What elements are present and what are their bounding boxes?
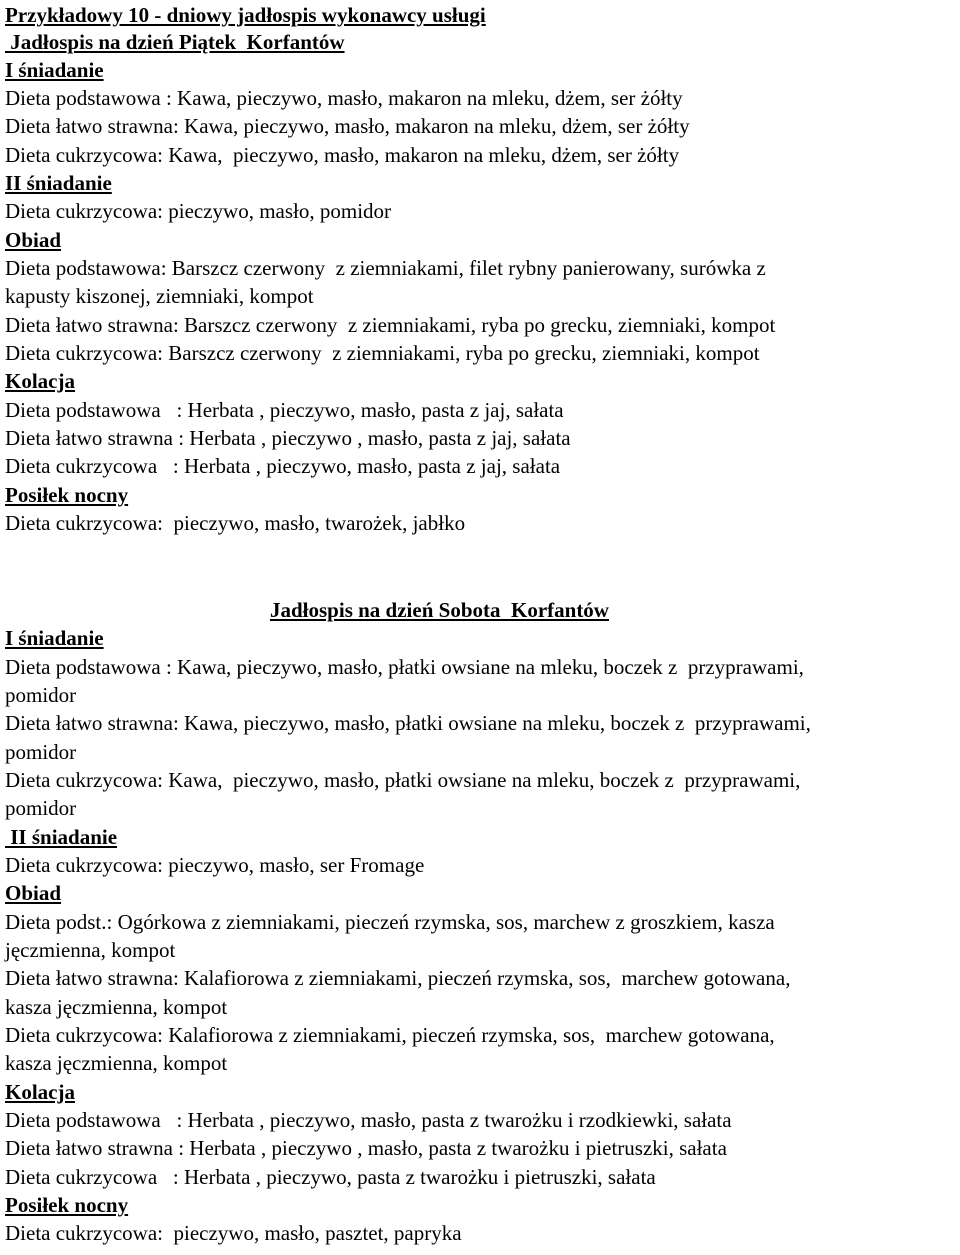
day1-meal4-title: Kolacja (5, 369, 75, 393)
day1-meal3-line: Dieta podstawowa: Barszcz czerwony z ziemniakami, filet rybny panierowany, surówka z (5, 256, 766, 280)
day1-meal3-line: Dieta łatwo strawna: Barszcz czerwony z ziemniakami, ryba po grecku, ziemniaki, kompot (5, 313, 776, 337)
day1-heading: Jadłospis na dzień Piątek Korfantów (5, 30, 345, 54)
day1-meal3-line: kapusty kiszonej, ziemniaki, kompot (5, 284, 314, 308)
day1-meal3-line: Dieta cukrzycowa: Barszcz czerwony z ziemniakami, ryba po grecku, ziemniaki, kompot (5, 341, 760, 365)
day2-meal1-title: I śniadanie (5, 626, 104, 650)
day1-meal1-title: I śniadanie (5, 58, 104, 82)
day2-meal3-line: Dieta łatwo strawna: Kalafiorowa z ziemniakami, pieczeń rzymska, sos, marchew gotowana, (5, 966, 791, 990)
day2-meal3-line: kasza jęczmienna, kompot (5, 995, 228, 1019)
day2-meal3-line: Dieta podst.: Ogórkowa z ziemniakami, pieczeń rzymska, sos, marchew z groszkiem, kasza (5, 910, 775, 934)
day1-meal5-title: Posiłek nocny (5, 483, 129, 507)
day1-meal1-line: Dieta podstawowa : Kawa, pieczywo, masło, makaron na mleku, dżem, ser żółty (5, 86, 683, 110)
day2-meal3-line: jęczmienna, kompot (5, 938, 176, 962)
day1-meal2-line: Dieta cukrzycowa: pieczywo, masło, pomidor (5, 199, 392, 223)
day2-meal4-line: Dieta podstawowa : Herbata , pieczywo, masło, pasta z twarożku i rzodkiewki, sałata (5, 1108, 732, 1132)
day2-meal1-line: pomidor (5, 740, 77, 764)
day2-meal1-line: Dieta cukrzycowa: Kawa, pieczywo, masło, płatki owsiane na mleku, boczek z przyprawami, (5, 768, 801, 792)
day2-meal5-line: Dieta cukrzycowa: pieczywo, masło, pasztet, papryka (5, 1221, 462, 1245)
day1-meal4-line: Dieta cukrzycowa : Herbata , pieczywo, masło, pasta z jaj, sałata (5, 454, 561, 478)
day2-heading: Jadłospis na dzień Sobota Korfantów (270, 598, 609, 622)
day2-meal5-title: Posiłek nocny (5, 1193, 129, 1217)
day2-meal4-line: Dieta łatwo strawna : Herbata , pieczywo , masło, pasta z twarożku i pietruszki, sałata (5, 1136, 727, 1160)
day2-meal3-line: Dieta cukrzycowa: Kalafiorowa z ziemniakami, pieczeń rzymska, sos, marchew gotowana, (5, 1023, 775, 1047)
day1-meal5-line: Dieta cukrzycowa: pieczywo, masło, twarożek, jabłko (5, 511, 466, 535)
day1-meal4-line: Dieta podstawowa : Herbata , pieczywo, masło, pasta z jaj, sałata (5, 398, 564, 422)
day1-meal3-title: Obiad (5, 228, 62, 252)
day2-meal4-line: Dieta cukrzycowa : Herbata , pieczywo, pasta z twarożku i pietruszki, sałata (5, 1165, 656, 1189)
day2-meal1-line: Dieta łatwo strawna: Kawa, pieczywo, masło, płatki owsiane na mleku, boczek z przyprawami, (5, 711, 811, 735)
day1-meal1-line: Dieta łatwo strawna: Kawa, pieczywo, masło, makaron na mleku, dżem, ser żółty (5, 114, 690, 138)
day1-meal2-title: II śniadanie (5, 171, 112, 195)
day2-meal3-title: Obiad (5, 881, 62, 905)
day2-meal1-line: pomidor (5, 796, 77, 820)
day2-meal3-line: kasza jęczmienna, kompot (5, 1051, 228, 1075)
day2-meal2-line: Dieta cukrzycowa: pieczywo, masło, ser Fromage (5, 853, 425, 877)
day1-meal4-line: Dieta łatwo strawna : Herbata , pieczywo , masło, pasta z jaj, sałata (5, 426, 571, 450)
day2-meal4-title: Kolacja (5, 1080, 75, 1104)
day2-meal1-line: pomidor (5, 683, 77, 707)
day1-meal1-line: Dieta cukrzycowa: Kawa, pieczywo, masło, makaron na mleku, dżem, ser żółty (5, 143, 680, 167)
day2-meal2-title: II śniadanie (5, 825, 118, 849)
day2-meal1-line: Dieta podstawowa : Kawa, pieczywo, masło, płatki owsiane na mleku, boczek z przyprawami, (5, 655, 804, 679)
document-title: Przykładowy 10 - dniowy jadłospis wykonawcy usługi (5, 3, 486, 27)
